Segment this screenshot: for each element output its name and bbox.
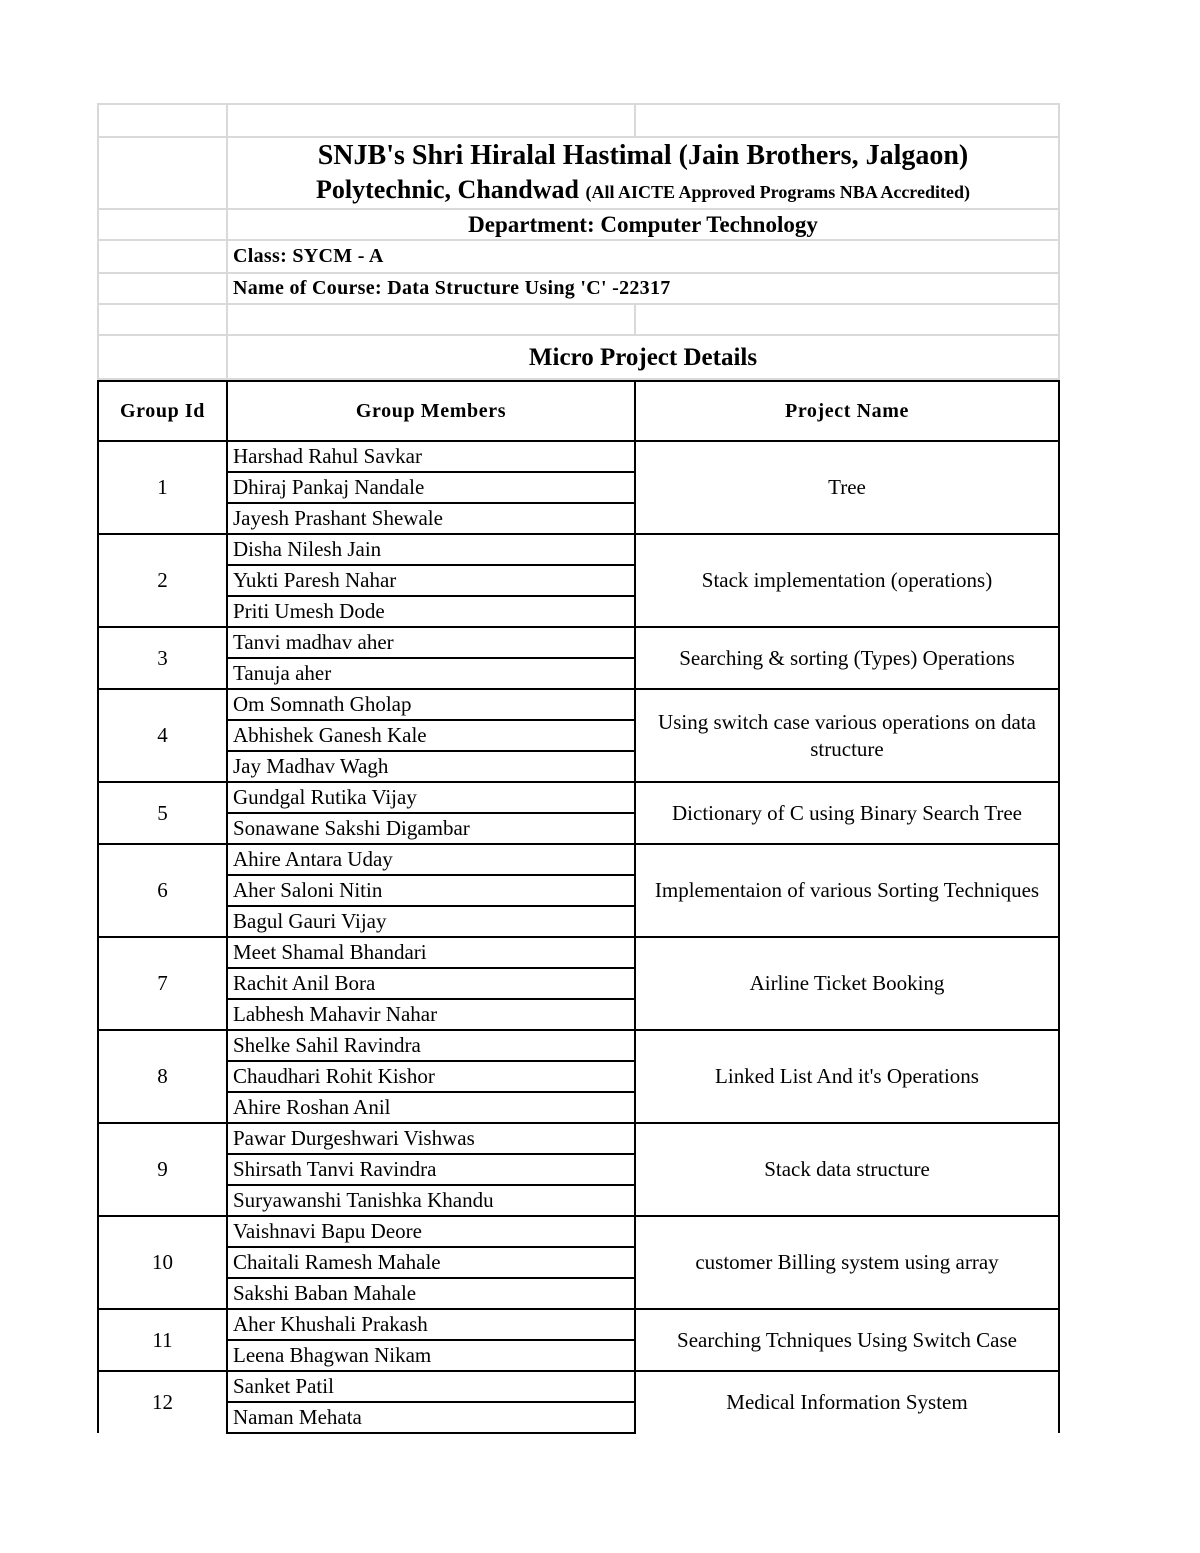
group-member-cell: Harshad Rahul Savkar — [227, 441, 635, 472]
column-header-group-id: Group Id — [98, 381, 227, 441]
table-row — [98, 1123, 1059, 1154]
institute-title-cell — [227, 137, 1059, 209]
group-member-cell: Gundgal Rutika Vijay — [227, 782, 635, 813]
project-name-cell: Stack data structure — [635, 1123, 1059, 1216]
group-member-cell: Dhiraj Pankaj Nandale — [227, 472, 635, 503]
group-member-cell: Vaishnavi Bapu Deore — [227, 1216, 635, 1247]
table-row — [98, 689, 1059, 720]
project-name-cell: Dictionary of C using Binary Search Tree — [635, 782, 1059, 844]
group-id-cell: 10 — [98, 1216, 227, 1309]
group-member-cell: Disha Nilesh Jain — [227, 534, 635, 565]
group-id-cell: 7 — [98, 937, 227, 1030]
micro-project-table — [97, 380, 1060, 1434]
group-member-cell: Sanket Patil — [227, 1371, 635, 1402]
group-id-cell: 5 — [98, 782, 227, 844]
table-row — [98, 1030, 1059, 1061]
group-member-cell: Rachit Anil Bora — [227, 968, 635, 999]
institute-name-line2-main: Polytechnic, Chandwad — [316, 175, 579, 204]
table-row — [98, 1309, 1059, 1340]
institute-name-line2 — [228, 174, 1058, 208]
group-member-cell: Ahire Antara Uday — [227, 844, 635, 875]
project-name-cell: Tree — [635, 441, 1059, 534]
project-name-cell: Linked List And it's Operations — [635, 1030, 1059, 1123]
accreditation-note: (All AICTE Approved Programs NBA Accredited) — [585, 182, 970, 202]
table-row — [98, 782, 1059, 813]
table-header-row — [98, 381, 1059, 441]
group-member-cell: Sakshi Baban Mahale — [227, 1278, 635, 1309]
group-id-cell: 3 — [98, 627, 227, 689]
column-header-project-name: Project Name — [635, 381, 1059, 441]
course-name-label: Name of Course: Data Structure Using 'C' -22317 — [227, 273, 1059, 304]
project-name-cell: Searching Tchniques Using Switch Case — [635, 1309, 1059, 1371]
group-id-cell: 4 — [98, 689, 227, 782]
group-member-cell: Yukti Paresh Nahar — [227, 565, 635, 596]
table-row — [98, 627, 1059, 658]
group-id-cell: 11 — [98, 1309, 227, 1371]
table-row — [98, 844, 1059, 875]
group-member-cell: Shelke Sahil Ravindra — [227, 1030, 635, 1061]
header-table — [97, 103, 1060, 380]
group-member-cell: Meet Shamal Bhandari — [227, 937, 635, 968]
project-name-cell: Using switch case various operations on data structure — [635, 689, 1059, 782]
group-member-cell: Tanuja aher — [227, 658, 635, 689]
group-id-cell: 12 — [98, 1371, 227, 1433]
group-member-cell: Om Somnath Gholap — [227, 689, 635, 720]
group-member-cell: Abhishek Ganesh Kale — [227, 720, 635, 751]
table-row — [98, 441, 1059, 472]
group-id-cell: 2 — [98, 534, 227, 627]
project-name-cell: Searching & sorting (Types) Operations — [635, 627, 1059, 689]
department-title: Department: Computer Technology — [227, 209, 1059, 240]
table-row — [98, 937, 1059, 968]
group-member-cell: Aher Saloni Nitin — [227, 875, 635, 906]
column-header-group-members: Group Members — [227, 381, 635, 441]
project-name-cell: Airline Ticket Booking — [635, 937, 1059, 1030]
group-id-cell: 8 — [98, 1030, 227, 1123]
group-id-cell: 1 — [98, 441, 227, 534]
table-row — [98, 1216, 1059, 1247]
group-member-cell: Labhesh Mahavir Nahar — [227, 999, 635, 1030]
class-label: Class: SYCM - A — [227, 240, 1059, 273]
group-member-cell: Chaitali Ramesh Mahale — [227, 1247, 635, 1278]
institute-name-line1: SNJB's Shri Hiralal Hastimal (Jain Brothers, Jalgaon) — [317, 140, 969, 171]
group-member-cell: Naman Mehata — [227, 1402, 635, 1433]
project-name-cell: customer Billing system using array — [635, 1216, 1059, 1309]
group-member-cell: Tanvi madhav aher — [227, 627, 635, 658]
group-member-cell: Bagul Gauri Vijay — [227, 906, 635, 937]
group-member-cell: Chaudhari Rohit Kishor — [227, 1061, 635, 1092]
group-member-cell: Ahire Roshan Anil — [227, 1092, 635, 1123]
group-member-cell: Priti Umesh Dode — [227, 596, 635, 627]
group-id-cell: 9 — [98, 1123, 227, 1216]
section-title: Micro Project Details — [227, 335, 1059, 379]
group-member-cell: Pawar Durgeshwari Vishwas — [227, 1123, 635, 1154]
spreadsheet-page — [97, 103, 1060, 1434]
group-member-cell: Sonawane Sakshi Digambar — [227, 813, 635, 844]
project-name-cell: Stack implementation (operations) — [635, 534, 1059, 627]
group-id-cell: 6 — [98, 844, 227, 937]
group-member-cell: Shirsath Tanvi Ravindra — [227, 1154, 635, 1185]
group-member-cell: Aher Khushali Prakash — [227, 1309, 635, 1340]
table-row — [98, 1371, 1059, 1402]
group-member-cell: Leena Bhagwan Nikam — [227, 1340, 635, 1371]
project-name-cell: Medical Information System — [635, 1371, 1059, 1433]
table-row — [98, 534, 1059, 565]
project-name-cell: Implementaion of various Sorting Techniques — [635, 844, 1059, 937]
group-member-cell: Suryawanshi Tanishka Khandu — [227, 1185, 635, 1216]
group-member-cell: Jayesh Prashant Shewale — [227, 503, 635, 534]
group-member-cell: Jay Madhav Wagh — [227, 751, 635, 782]
